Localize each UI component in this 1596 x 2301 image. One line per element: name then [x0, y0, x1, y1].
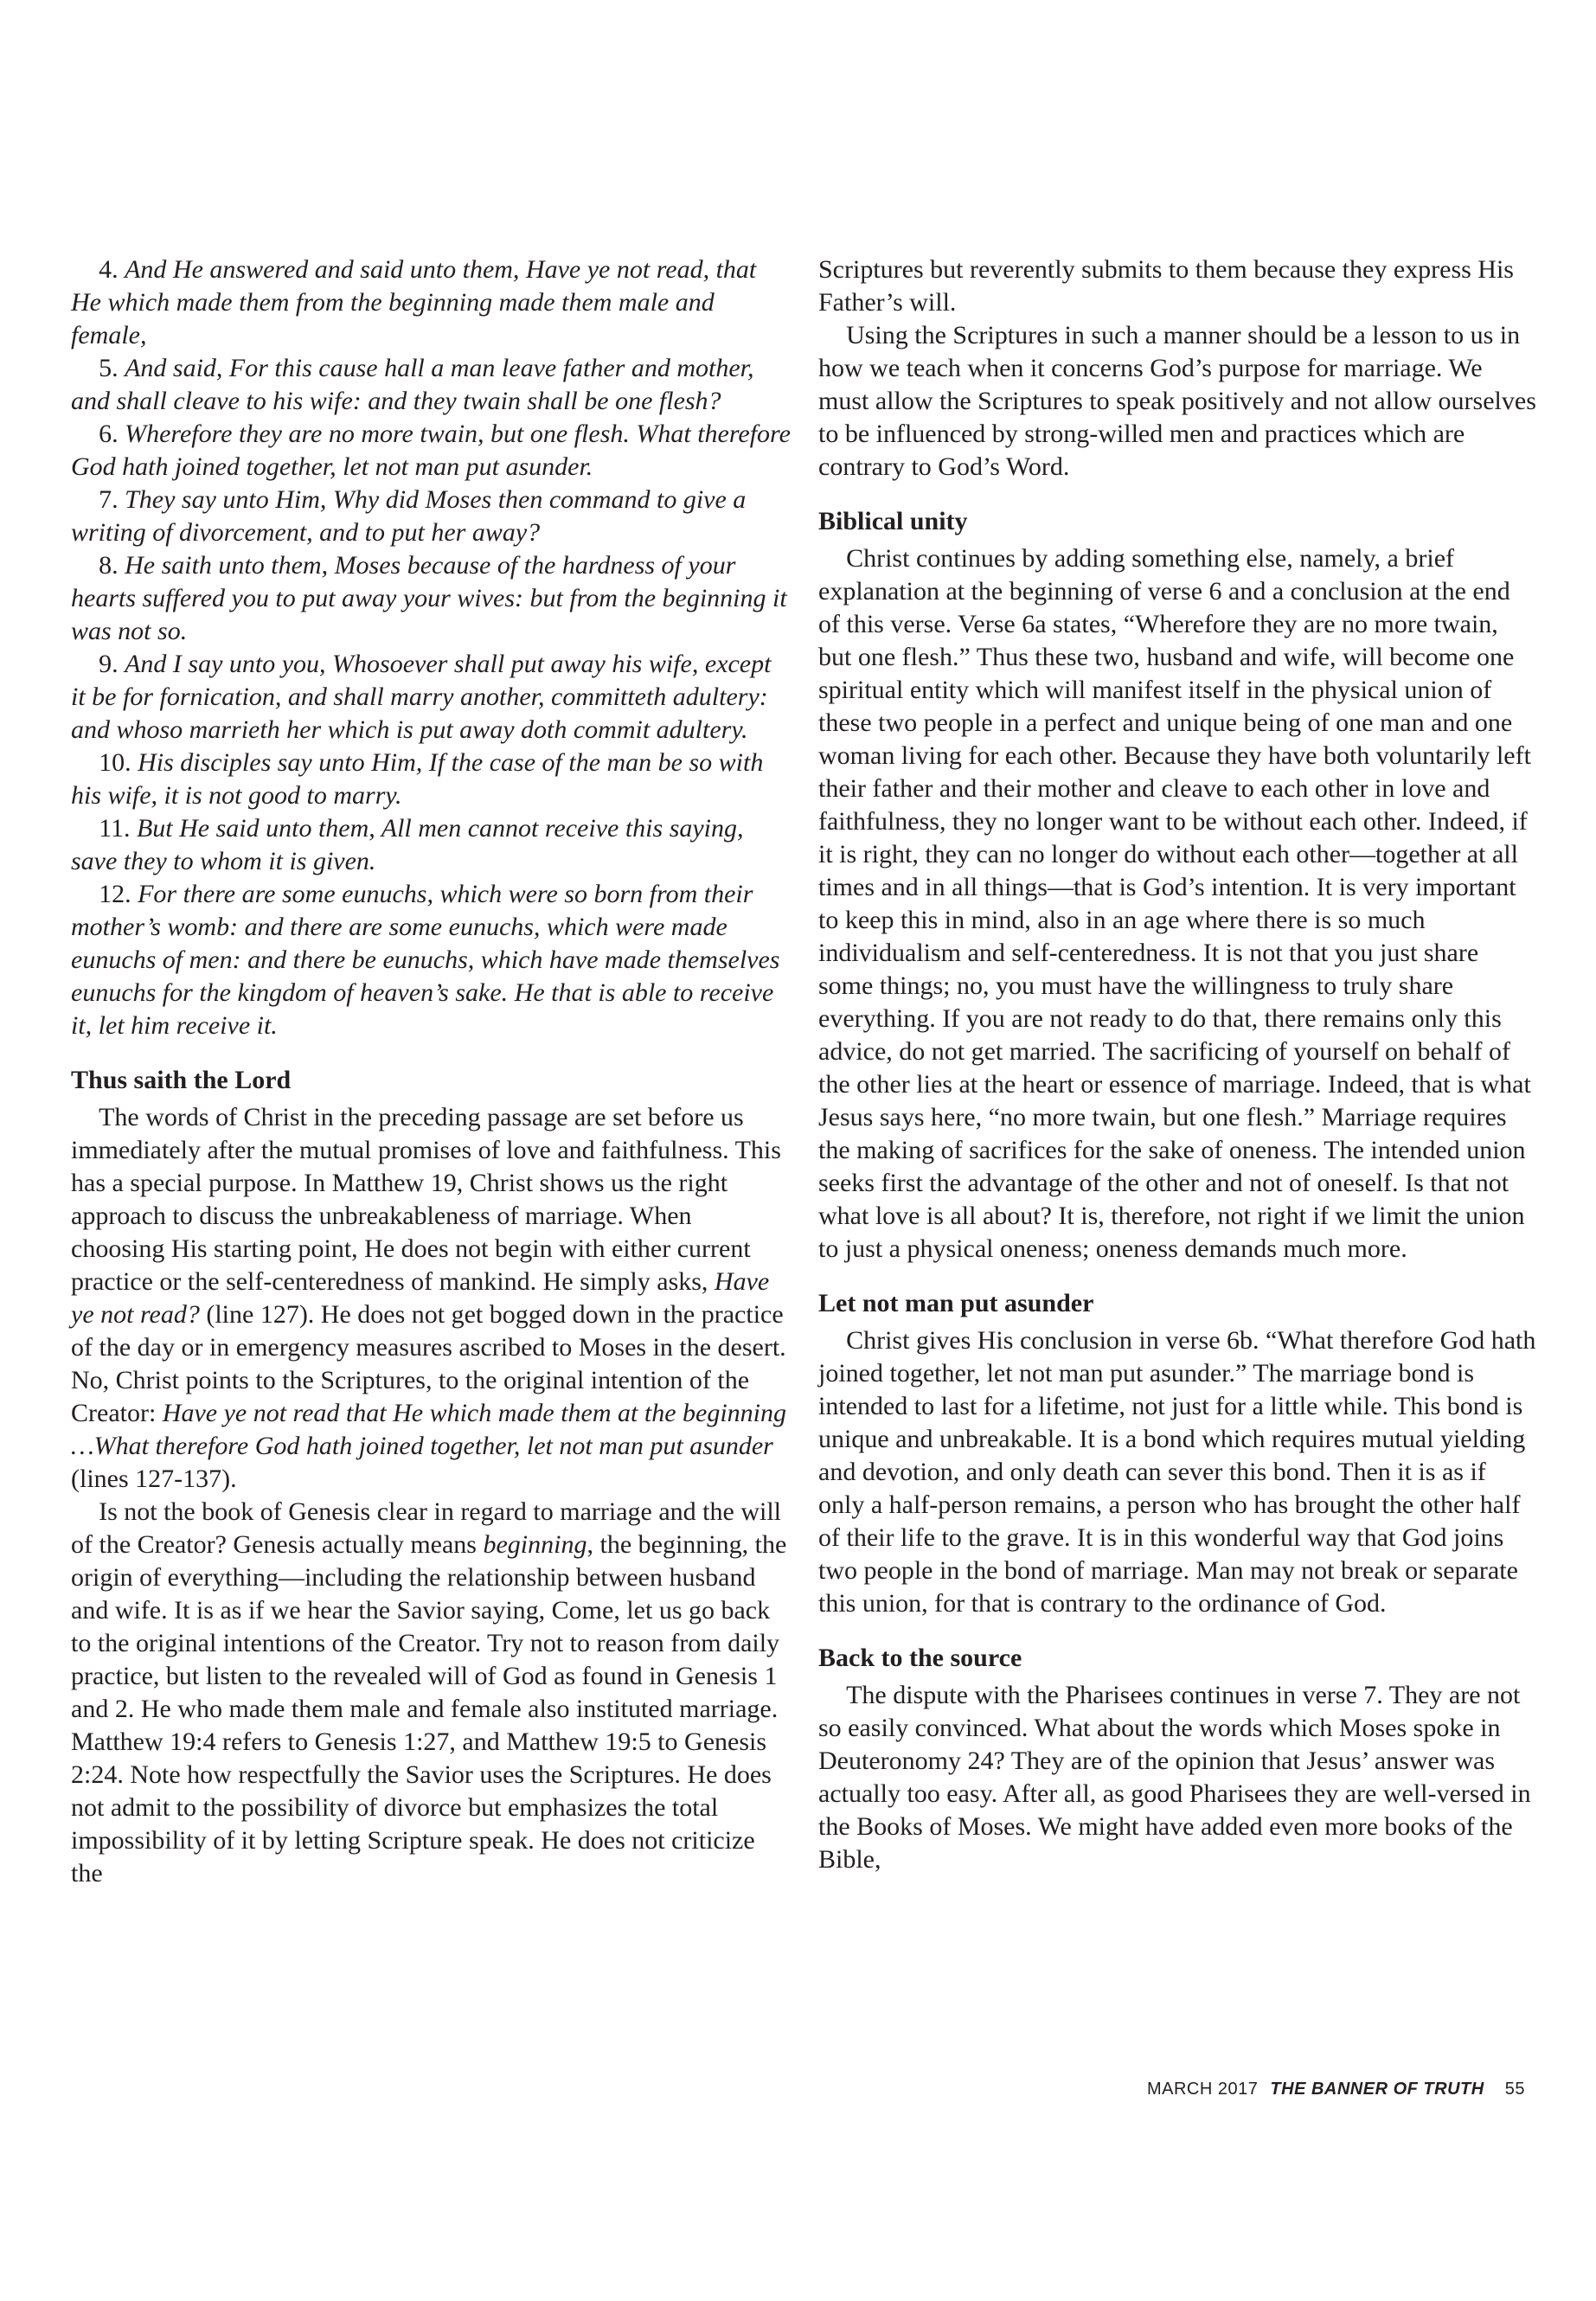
- section-heading-back-to-the-source: Back to the source: [818, 1644, 1022, 1672]
- body-paragraph: The dispute with the Pharisees continues in verse 7. They are not so easily convinced. What about the words which Moses spoke in Deuteronomy 24? They are of the opinion that Jesus’ answer was actually too easy. After all, as good Pharisees they are well-versed in the Books of Moses. We might have added even more books of the Bible,: [818, 1681, 1531, 1874]
- right-column: [818, 253, 1536, 1876]
- verse-8: 8. He saith unto them, Moses because of the hardness of your hearts suffered you to put away your wives: but from the beginning it was not so.: [71, 551, 787, 645]
- section-heading-biblical-unity: Biblical unity: [818, 507, 968, 535]
- issue-date: MARCH 2017: [1146, 2080, 1259, 2099]
- body-paragraph: Using the Scriptures in such a manner should be a lesson to us in how we teach when it concerns God’s purpose for marriage. We must allow the Scriptures to speak positively and not allow ourselves to be influenced by strong-willed men and practices which are contrary to God’s Word.: [818, 321, 1536, 481]
- verse-12: 12. For there are some eunuchs, which were so born from their mother’s womb: and there are some eunuchs, which were made eunuchs of men: and there be eunuchs, which have made themselves eunuchs for the kingdom of heaven’s sake. He that is able to receive it, let him receive it.: [71, 880, 780, 1040]
- body-paragraph: Christ continues by adding something else, namely, a brief explanation at the beginning of verse 6 and a conclusion at the end of this verse. Verse 6a states, “Wherefore they are no more twain, but one flesh.” Thus these two, husband and wife, will become one spiritual entity which will manifest itself in the physical union of these two people in a perfect and unique being of one man and one woman living for each other. Because they have both voluntarily left their father and their mother and cleave to each other in love and faithfulness, they no longer want to be without each other. Indeed, if it is right, they can no longer do without each other—together at all times and in all things—that is God’s intention. It is very important to keep this in mind, also in an age where there is so much individualism and self-centeredness. It is not that you just share some things; no, you must have the willingness to truly share everything. If you are not ready to do that, there remains only this advice, do not get married. The sacrificing of yourself on behalf of the other lies at the heart or essence of marriage. Indeed, that is what Jesus says here, “no more twain, but one flesh.” Marriage requires the making of sacrifices for the sake of oneness. The intended union seeks first the advantage of the other and not of oneself. Is that not what love is all about? It is, therefore, not right if we limit the union to just a physical oneness; oneness demands much more.: [818, 544, 1531, 1263]
- verse-5: 5. And said, For this cause hall a man leave father and mother, and shall cleave to his wife: and they twain shall be one flesh?: [71, 354, 754, 415]
- body-paragraph: Is not the book of Genesis clear in regard to marriage and the will of the Creator? Genesis actually means beginning, the beginning, the origin of everything—including the relationship between husband and wife. It is as if we hear the Savior saying, Come, let us go back to the original intentions of the Creator. Try not to reason from daily practice, but listen to the revealed will of God as found in Genesis 1 and 2. He who made them male and female also instituted marriage. Matthew 19:4 refers to Genesis 1:27, and Matthew 19:5 to Genesis 2:24. Note how respectfully the Savior uses the Scriptures. He does not admit to the possibility of divorce but emphasizes the total impossibility of it by letting Scripture speak. He does not criticize the: [71, 1497, 787, 1888]
- page-number: 55: [1504, 2080, 1525, 2099]
- body-paragraph: The words of Christ in the preceding passage are set before us immediately after the mutual promises of love and faithfulness. This has a special purpose. In Matthew 19, Christ shows us the right approach to discuss the unbreakableness of marriage. When choosing His starting point, He does not begin with either current practice or the self-centeredness of mankind. He simply asks, Have ye not read? (line 127). He does not get bogged down in the practice of the day or in emergency measures ascribed to Moses in the desert. No, Christ points to the Scriptures, to the original intention of the Creator: Have ye not read that He which made them at the beginning …What therefore God hath joined together, let not man put asunder (lines 127-137).: [71, 1103, 787, 1493]
- verse-4: 4. And He answered and said unto them, Have ye not read, that He which made them from the beginning made them male and female,: [71, 255, 757, 349]
- magazine-title: THE BANNER OF TRUTH: [1270, 2080, 1484, 2099]
- body-paragraph: Christ gives His conclusion in verse 6b. “What therefore God hath joined together, let not man put asunder.” The marriage bond is intended to last for a lifetime, not just for a little while. This bond is unique and unbreakable. It is a bond which requires mutual yielding and devotion, and only death can sever this bond. Then it is as if only a half-person remains, a person who has brought the other half of their life to the grave. It is in this wonderful way that God joins two people in the bond of marriage. Man may not break or separate this union, for that is contrary to the ordinance of God.: [818, 1326, 1536, 1618]
- verse-6: 6. Wherefore they are no more twain, but one flesh. What therefore God hath joined together, let not man put asunder.: [71, 420, 791, 481]
- verse-9: 9. And I say unto you, Whosoever shall put away his wife, except it be for fornication, and shall marry another, committeth adultery: and whoso marrieth her which is put away doth commit adultery.: [71, 650, 772, 744]
- verse-10: 10. His disciples say unto Him, If the case of the man be so with his wife, it is not good to marry.: [71, 748, 764, 810]
- left-column: [71, 253, 791, 1890]
- body-paragraph-continued: Scriptures but reverently submits to them because they express His Father’s will.: [818, 255, 1514, 317]
- verse-7: 7. They say unto Him, Why did Moses then command to give a writing of divorcement, and to put her away?: [71, 485, 747, 547]
- page-footer: [1147, 2080, 1525, 2099]
- verse-11: 11. But He said unto them, All men cannot receive this saying, save they to whom it is given.: [71, 814, 744, 875]
- section-heading-let-not-man-put-asunder: Let not man put asunder: [818, 1289, 1094, 1317]
- section-heading-thus-saith-the-lord: Thus saith the Lord: [71, 1066, 292, 1094]
